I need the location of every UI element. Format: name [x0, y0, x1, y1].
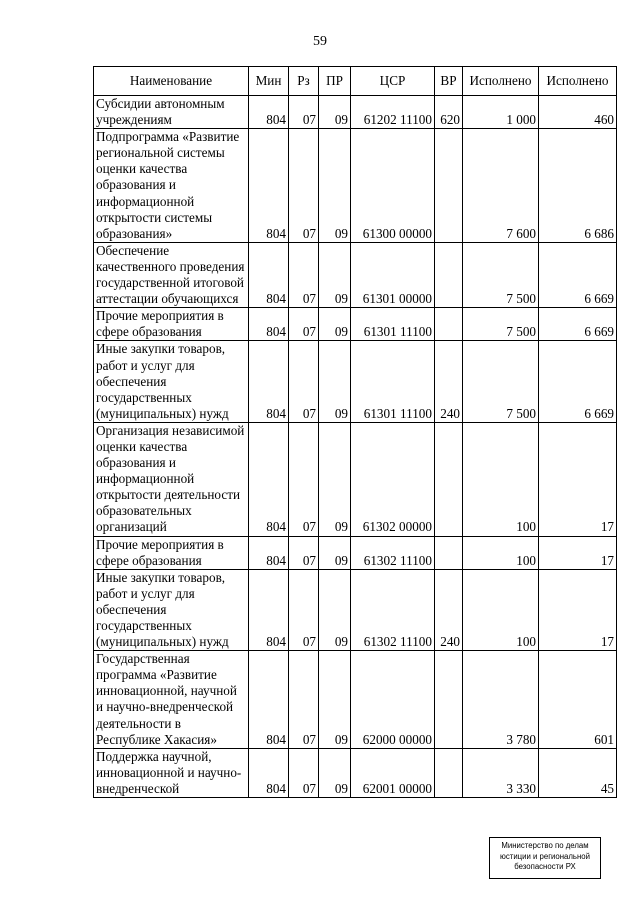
ministry-stamp: [489, 837, 601, 879]
cell-csr: 61301 00000: [351, 242, 435, 307]
cell-executed-1: 100: [463, 569, 539, 650]
cell-pr: 09: [319, 308, 351, 341]
cell-pr: 09: [319, 242, 351, 307]
table-row: [94, 242, 617, 307]
header-pr: ПР: [319, 67, 351, 96]
header-vr: ВР: [435, 67, 463, 96]
cell-vr: [435, 651, 463, 749]
cell-rz: 07: [289, 129, 319, 243]
stamp-line-1: Министерство по делам: [501, 841, 589, 850]
cell-name: Прочие мероприятия в сфере образования: [94, 308, 249, 341]
cell-vr: [435, 422, 463, 536]
cell-min: 804: [249, 242, 289, 307]
header-rz: Рз: [289, 67, 319, 96]
cell-name: Иные закупки товаров, работ и услуг для обеспечения государственных (муниципальных) нужд: [94, 341, 249, 422]
cell-rz: 07: [289, 651, 319, 749]
cell-name: Прочие мероприятия в сфере образования: [94, 536, 249, 569]
cell-min: 804: [249, 651, 289, 749]
cell-min: 804: [249, 96, 289, 129]
cell-vr: 240: [435, 569, 463, 650]
header-csr: ЦСР: [351, 67, 435, 96]
table-header-row: [94, 67, 617, 96]
cell-min: 804: [249, 341, 289, 422]
cell-min: 804: [249, 129, 289, 243]
cell-executed-1: 7 500: [463, 308, 539, 341]
cell-vr: 240: [435, 341, 463, 422]
cell-rz: 07: [289, 341, 319, 422]
header-executed-1: Исполнено: [463, 67, 539, 96]
cell-csr: 61300 00000: [351, 129, 435, 243]
cell-executed-2: 17: [539, 422, 617, 536]
cell-rz: 07: [289, 748, 319, 797]
cell-executed-1: 100: [463, 422, 539, 536]
header-name: Наименование: [94, 67, 249, 96]
cell-executed-1: 7 500: [463, 242, 539, 307]
cell-executed-2: 601: [539, 651, 617, 749]
table-row: [94, 308, 617, 341]
cell-csr: 61302 11100: [351, 569, 435, 650]
budget-table: [93, 66, 617, 798]
cell-name: Организация независимой оценки качества образования и информационной открытости деятельности образовательных организаций: [94, 422, 249, 536]
cell-rz: 07: [289, 96, 319, 129]
cell-pr: 09: [319, 129, 351, 243]
cell-vr: [435, 129, 463, 243]
cell-rz: 07: [289, 242, 319, 307]
cell-name: Подпрограмма «Развитие региональной системы оценки качества образования и информационной открытости системы образования»: [94, 129, 249, 243]
cell-csr: 62001 00000: [351, 748, 435, 797]
cell-pr: 09: [319, 341, 351, 422]
cell-pr: 09: [319, 569, 351, 650]
cell-pr: 09: [319, 422, 351, 536]
cell-min: 804: [249, 748, 289, 797]
cell-vr: [435, 748, 463, 797]
cell-min: 804: [249, 422, 289, 536]
cell-pr: 09: [319, 96, 351, 129]
cell-csr: 61301 11100: [351, 308, 435, 341]
cell-executed-1: 3 330: [463, 748, 539, 797]
cell-name: Поддержка научной, инновационной и научно-внедренческой: [94, 748, 249, 797]
cell-rz: 07: [289, 536, 319, 569]
cell-executed-2: 460: [539, 96, 617, 129]
stamp-line-3: безопасности РХ: [514, 862, 576, 871]
cell-executed-2: 17: [539, 536, 617, 569]
cell-executed-2: 17: [539, 569, 617, 650]
cell-executed-2: 6 669: [539, 341, 617, 422]
table-row: [94, 651, 617, 749]
table-row: [94, 341, 617, 422]
cell-pr: 09: [319, 651, 351, 749]
cell-vr: [435, 242, 463, 307]
cell-executed-1: 7 500: [463, 341, 539, 422]
cell-rz: 07: [289, 308, 319, 341]
cell-name: Иные закупки товаров, работ и услуг для обеспечения государственных (муниципальных) нужд: [94, 569, 249, 650]
cell-executed-2: 6 669: [539, 308, 617, 341]
cell-min: 804: [249, 308, 289, 341]
header-executed-2: Исполнено: [539, 67, 617, 96]
table-row: [94, 96, 617, 129]
cell-pr: 09: [319, 536, 351, 569]
cell-executed-1: 3 780: [463, 651, 539, 749]
cell-csr: 61302 11100: [351, 536, 435, 569]
header-min: Мин: [249, 67, 289, 96]
table-row: [94, 569, 617, 650]
table-row: [94, 422, 617, 536]
cell-executed-1: 100: [463, 536, 539, 569]
table-row: [94, 129, 617, 243]
cell-name: Обеспечение качественного проведения государственной итоговой аттестации обучающихся: [94, 242, 249, 307]
cell-rz: 07: [289, 569, 319, 650]
cell-vr: 620: [435, 96, 463, 129]
cell-executed-2: 6 686: [539, 129, 617, 243]
cell-name: Субсидии автономным учреждениям: [94, 96, 249, 129]
cell-executed-1: 7 600: [463, 129, 539, 243]
cell-vr: [435, 308, 463, 341]
cell-rz: 07: [289, 422, 319, 536]
cell-min: 804: [249, 536, 289, 569]
cell-executed-2: 45: [539, 748, 617, 797]
cell-executed-2: 6 669: [539, 242, 617, 307]
cell-csr: 62000 00000: [351, 651, 435, 749]
table-row: [94, 536, 617, 569]
stamp-line-2: юстиции и региональной: [500, 851, 590, 861]
table-body: [94, 96, 617, 798]
cell-vr: [435, 536, 463, 569]
cell-executed-1: 1 000: [463, 96, 539, 129]
cell-name: Государственная программа «Развитие инновационной, научной и научно-внедренческой деятельности в Республике Хакасия»: [94, 651, 249, 749]
page-number: 59: [313, 34, 327, 49]
cell-csr: 61202 11100: [351, 96, 435, 129]
table-row: [94, 748, 617, 797]
cell-csr: 61302 00000: [351, 422, 435, 536]
cell-min: 804: [249, 569, 289, 650]
cell-csr: 61301 11100: [351, 341, 435, 422]
cell-pr: 09: [319, 748, 351, 797]
